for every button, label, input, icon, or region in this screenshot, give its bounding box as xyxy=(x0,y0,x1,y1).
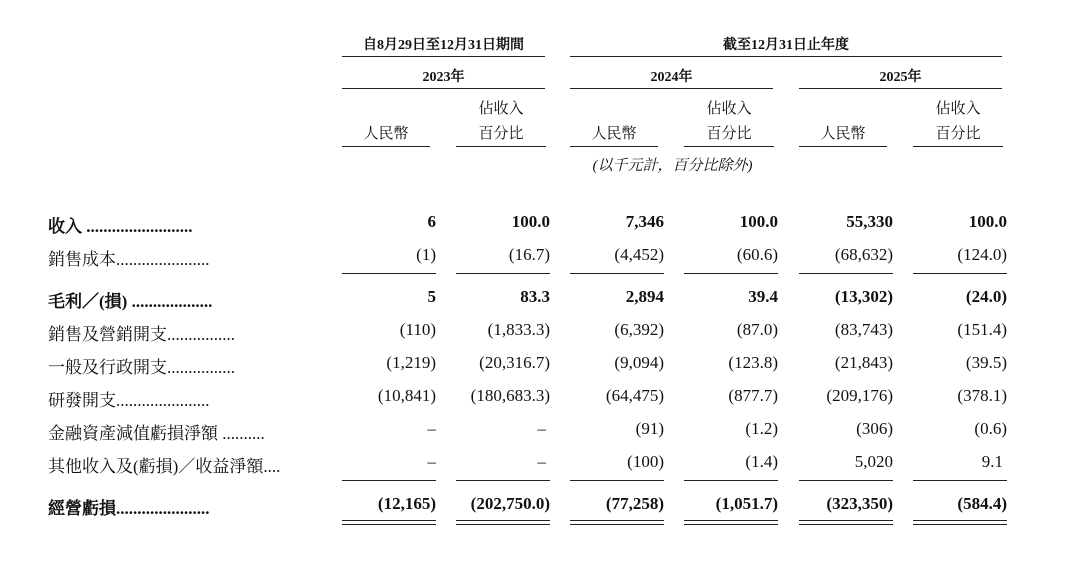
row-gp-2025-rmb: (13,302) xyxy=(834,287,893,306)
row-other-2024-rmb: (100) xyxy=(627,452,664,471)
period-2-heading: 截至12月31日止年度 xyxy=(723,38,849,53)
row-gp-2024-pct: 39.4 xyxy=(748,287,778,306)
col-rule-3 xyxy=(570,146,658,147)
total-rule-3 xyxy=(570,480,664,481)
year-2024: 2024年 xyxy=(650,70,693,85)
row-oploss-2025-rmb: (323,350) xyxy=(826,494,893,513)
row-admin-2024-pct: (123.8) xyxy=(728,353,778,372)
double-rule-top-3 xyxy=(570,520,664,521)
row-gp-2024-rmb: 2,894 xyxy=(625,287,664,306)
year-2025-rule xyxy=(799,88,1002,89)
row-impairment-label: 金融資產減值虧損淨額 .......... xyxy=(48,424,265,443)
double-rule-top-2 xyxy=(456,520,550,521)
row-revenue-2025-pct: 100.0 xyxy=(968,212,1007,231)
row-admin-2023-pct: (20,316.7) xyxy=(479,353,550,372)
row-admin-2023-rmb: (1,219) xyxy=(386,353,436,372)
row-selling-2023-rmb: (110) xyxy=(399,320,436,339)
period-2-rule xyxy=(570,56,1002,57)
period-1-heading: 自8月29日至12月31日期間 xyxy=(363,38,524,53)
row-operating-loss-label: 經營虧損...................... xyxy=(48,499,210,518)
row-gross-profit-label: 毛利／(損) ................... xyxy=(48,292,213,311)
row-admin-2025-pct: (39.5) xyxy=(965,353,1007,372)
row-other-2023-pct: – xyxy=(537,452,546,471)
col-rmb-2023: 人民幣 xyxy=(363,126,409,142)
row-revenue-label: 收入 ......................... xyxy=(48,217,193,236)
row-impairment-2025-rmb: (306) xyxy=(856,419,893,438)
row-rnd-label: 研發開支...................... xyxy=(48,391,210,410)
row-oploss-2024-rmb: (77,258) xyxy=(605,494,664,513)
double-rule-top-1 xyxy=(342,520,436,521)
row-revenue-2025-rmb: 55,330 xyxy=(846,212,893,231)
row-other-2025-pct: 9.1 xyxy=(981,452,1003,471)
row-oploss-2023-rmb: (12,165) xyxy=(377,494,436,513)
col-pct-2025-line2: 百分比 xyxy=(935,126,981,142)
row-gp-2025-pct: (24.0) xyxy=(965,287,1007,306)
row-rnd-2024-pct: (877.7) xyxy=(728,386,778,405)
period-1-rule xyxy=(342,56,545,57)
double-rule-top-4 xyxy=(684,520,778,521)
row-oploss-2024-pct: (1,051.7) xyxy=(715,494,778,513)
row-impairment-2024-pct: (1.2) xyxy=(745,419,778,438)
row-revenue-2024-pct: 100.0 xyxy=(739,212,778,231)
col-rule-1 xyxy=(342,146,430,147)
col-pct-2023-line2: 百分比 xyxy=(478,126,524,142)
subtotal-rule-6 xyxy=(913,273,1007,274)
row-gp-2023-rmb: 5 xyxy=(427,287,436,306)
row-cost-2025-pct: (124.0) xyxy=(957,245,1007,264)
row-selling-2024-pct: (87.0) xyxy=(736,320,778,339)
total-rule-4 xyxy=(684,480,778,481)
col-rule-4 xyxy=(684,146,774,147)
col-pct-2025-line1: 佔收入 xyxy=(935,101,981,117)
row-revenue-2024-rmb: 7,346 xyxy=(625,212,664,231)
year-2023: 2023年 xyxy=(422,70,465,85)
total-rule-1 xyxy=(342,480,436,481)
col-rmb-2024: 人民幣 xyxy=(591,126,637,142)
double-rule-bottom-1 xyxy=(342,524,436,525)
year-2025: 2025年 xyxy=(879,70,922,85)
row-revenue-2023-pct: 100.0 xyxy=(511,212,550,231)
double-rule-bottom-6 xyxy=(913,524,1007,525)
row-impairment-2023-pct: – xyxy=(537,419,546,438)
double-rule-bottom-3 xyxy=(570,524,664,525)
row-cost-2023-rmb: (1) xyxy=(416,245,436,264)
subtotal-rule-2 xyxy=(456,273,550,274)
subtotal-rule-3 xyxy=(570,273,664,274)
row-rnd-2024-rmb: (64,475) xyxy=(605,386,664,405)
row-rnd-2023-rmb: (10,841) xyxy=(377,386,436,405)
row-rnd-2023-pct: (180,683.3) xyxy=(470,386,550,405)
subtotal-rule-5 xyxy=(799,273,893,274)
row-impairment-2024-rmb: (91) xyxy=(635,419,664,438)
subtotal-rule-4 xyxy=(684,273,778,274)
col-rule-2 xyxy=(456,146,546,147)
row-admin-2025-rmb: (21,843) xyxy=(834,353,893,372)
row-gp-2023-pct: 83.3 xyxy=(520,287,550,306)
row-cost-2025-rmb: (68,632) xyxy=(834,245,893,264)
row-rnd-2025-pct: (378.1) xyxy=(957,386,1007,405)
row-selling-label: 銷售及營銷開支................ xyxy=(48,325,235,344)
row-selling-2025-rmb: (83,743) xyxy=(834,320,893,339)
row-other-2025-rmb: 5,020 xyxy=(854,452,893,471)
col-rule-6 xyxy=(913,146,1003,147)
row-impairment-2023-rmb: – xyxy=(427,419,436,438)
total-rule-5 xyxy=(799,480,893,481)
row-rnd-2025-rmb: (209,176) xyxy=(826,386,893,405)
double-rule-bottom-5 xyxy=(799,524,893,525)
row-other-2023-rmb: – xyxy=(427,452,436,471)
row-other-2024-pct: (1.4) xyxy=(745,452,778,471)
row-other-income-label: 其他收入及(虧損)／收益淨額.... xyxy=(48,457,281,476)
col-rmb-2025: 人民幣 xyxy=(820,126,866,142)
total-rule-6 xyxy=(913,480,1007,481)
year-2023-rule xyxy=(342,88,545,89)
row-cost-2023-pct: (16.7) xyxy=(508,245,550,264)
year-2024-rule xyxy=(570,88,773,89)
row-admin-2024-rmb: (9,094) xyxy=(614,353,664,372)
unit-note: (以千元計，百分比除外) xyxy=(592,158,753,174)
subtotal-rule-1 xyxy=(342,273,436,274)
row-selling-2023-pct: (1,833.3) xyxy=(487,320,550,339)
row-admin-label: 一般及行政開支................ xyxy=(48,358,235,377)
row-cost-2024-rmb: (4,452) xyxy=(614,245,664,264)
row-oploss-2023-pct: (202,750.0) xyxy=(470,494,550,513)
double-rule-bottom-2 xyxy=(456,524,550,525)
double-rule-bottom-4 xyxy=(684,524,778,525)
double-rule-top-6 xyxy=(913,520,1007,521)
double-rule-top-5 xyxy=(799,520,893,521)
row-cost-2024-pct: (60.6) xyxy=(736,245,778,264)
row-revenue-2023-rmb: 6 xyxy=(427,212,436,231)
col-pct-2024-line2: 百分比 xyxy=(706,126,752,142)
row-selling-2024-rmb: (6,392) xyxy=(614,320,664,339)
row-oploss-2025-pct: (584.4) xyxy=(957,494,1007,513)
total-rule-2 xyxy=(456,480,550,481)
row-selling-2025-pct: (151.4) xyxy=(957,320,1007,339)
col-rule-5 xyxy=(799,146,887,147)
row-cost-of-sales-label: 銷售成本...................... xyxy=(48,250,210,269)
row-impairment-2025-pct: (0.6) xyxy=(974,419,1007,438)
col-pct-2024-line1: 佔收入 xyxy=(706,101,752,117)
col-pct-2023-line1: 佔收入 xyxy=(478,101,524,117)
